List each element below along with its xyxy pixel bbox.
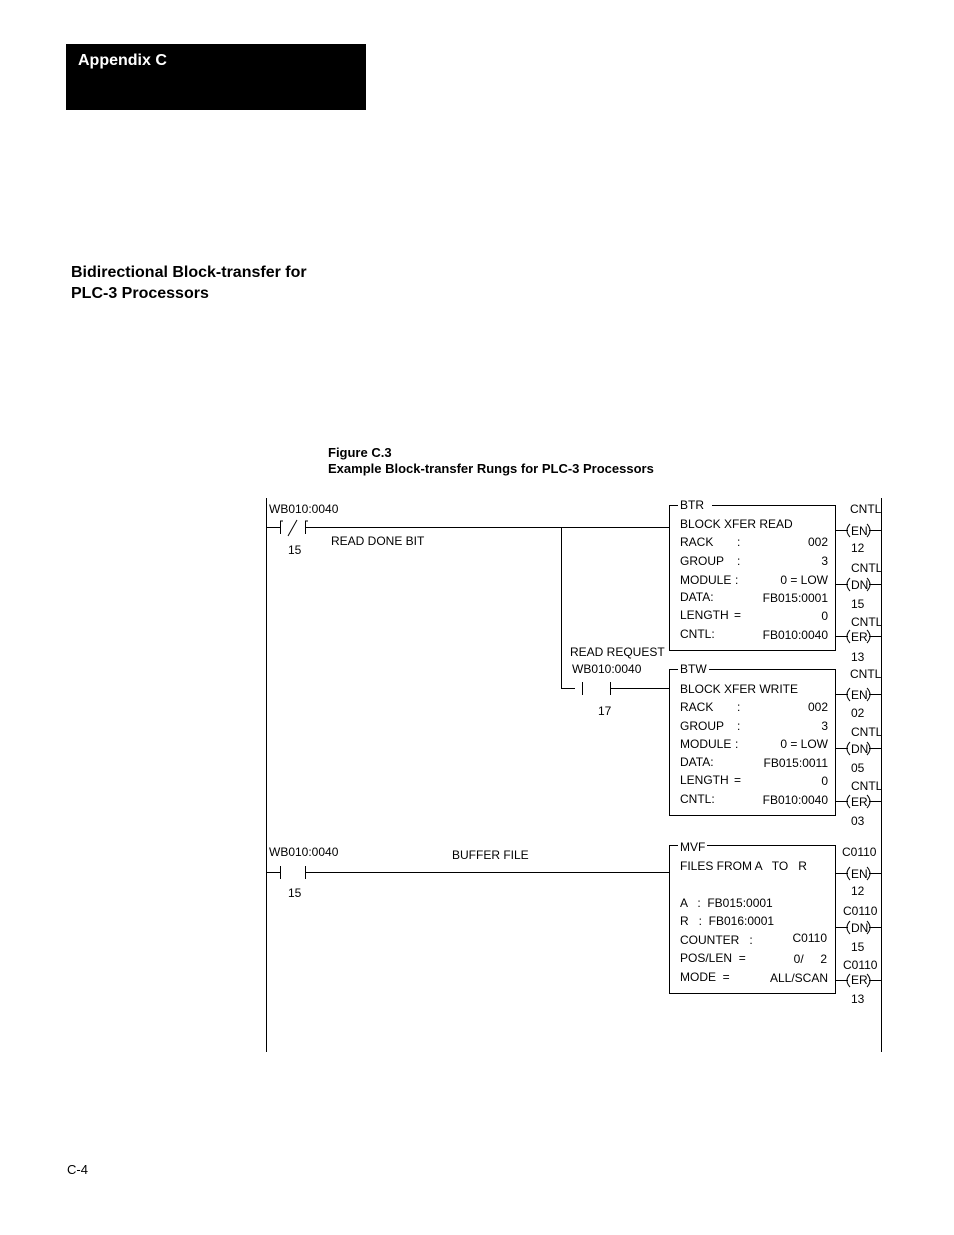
mvf-dn-bit: 15: [851, 940, 865, 954]
btw-er-bit: 03: [851, 814, 865, 828]
btr-dn-bit: 15: [851, 597, 865, 611]
read-request-contact: [583, 682, 611, 695]
mvf-poslen-value: 0/ 2: [793, 952, 827, 966]
mvf-counter-label: COUNTER :: [680, 933, 753, 947]
rung3-contact-bit: 15: [288, 886, 302, 900]
btr-group-label: GROUP: [680, 554, 725, 568]
btw-er-coil: ER: [851, 795, 868, 809]
btr-dn-tag: CNTL: [851, 561, 883, 575]
mvf-en-bit: 12: [851, 884, 865, 898]
btr-module-value: 0 = LOW: [780, 573, 828, 587]
mvf-mode-value: ALL/SCAN: [769, 971, 828, 985]
btr-rack-value: 002: [807, 535, 828, 549]
btw-block-title: BLOCK XFER WRITE: [680, 682, 799, 696]
btw-module-label: MODULE: [680, 737, 732, 751]
btr-module-colon: :: [735, 573, 739, 587]
btr-length-value: 0: [821, 609, 828, 623]
btw-rack-label: RACK: [680, 700, 714, 714]
mvf-dn-coil: DN: [851, 921, 869, 935]
btr-group-colon: :: [737, 554, 741, 568]
btw-module-colon: :: [735, 737, 739, 751]
mvf-en-tag: C0110: [842, 845, 877, 859]
rung2-contact-address: WB010:0040: [572, 662, 642, 676]
mvf-block-title: FILES FROM A TO R: [680, 859, 807, 873]
mvf-dn-tag: C0110: [843, 904, 878, 918]
btr-data-value: FB015:0001: [762, 591, 828, 605]
btr-length-label: LENGTH: [680, 608, 729, 622]
section-heading-line2: PLC-3 Processors: [71, 285, 209, 302]
rung3-contact-address: WB010:0040: [269, 845, 339, 859]
rung3-contact-label: BUFFER FILE: [452, 848, 529, 862]
btr-en-coil: EN: [851, 524, 868, 538]
mvf-er-bit: 13: [851, 992, 865, 1006]
btw-length-equals: =: [734, 773, 742, 787]
btw-dn-bit: 05: [851, 761, 865, 775]
rung1-contact-address: WB010:0040: [269, 502, 339, 516]
mvf-block-type: MVF: [680, 840, 706, 854]
chapter-title: Appendix C: [78, 52, 167, 69]
btw-length-label: LENGTH: [680, 773, 729, 787]
figure-number: Figure C.3: [328, 445, 392, 460]
btw-module-value: 0 = LOW: [780, 737, 828, 751]
buffer-file-contact: [266, 866, 306, 879]
btw-cntl-value: FB010:0040: [762, 793, 828, 807]
mvf-er-tag: C0110: [843, 958, 878, 972]
btw-data-value: FB015:0011: [763, 756, 828, 770]
btr-data-label: DATA:: [680, 590, 714, 604]
btr-er-coil: ER: [851, 630, 868, 644]
mvf-counter-value: C0110: [792, 931, 827, 945]
btr-cntl-value: FB010:0040: [762, 628, 828, 642]
btr-en-bit: 12: [851, 541, 865, 555]
btr-block-title: BLOCK XFER READ: [680, 517, 793, 531]
rung2-contact-bit: 17: [598, 704, 612, 718]
rung2-contact-label: READ REQUEST: [570, 645, 665, 659]
rung1-contact-bit: 15: [288, 543, 302, 557]
btw-length-value: 0: [821, 774, 828, 788]
read-done-contact: [266, 520, 308, 536]
btw-er-tag: CNTL: [851, 779, 883, 793]
btr-rack-label: RACK: [680, 535, 714, 549]
btw-group-colon: :: [737, 719, 741, 733]
btr-en-tag: CNTL: [850, 502, 882, 516]
btr-length-equals: =: [734, 608, 742, 622]
section-heading-line1: Bidirectional Block-transfer for: [71, 264, 307, 281]
btw-data-label: DATA:: [680, 755, 714, 769]
mvf-r-file: R : FB016:0001: [680, 914, 775, 928]
btr-group-value: 3: [821, 554, 828, 568]
btr-er-bit: 13: [851, 650, 865, 664]
mvf-er-coil: ER: [851, 973, 868, 987]
btw-block-type: BTW: [680, 662, 707, 676]
figure-title: Example Block-transfer Rungs for PLC-3 Processors: [328, 461, 654, 476]
btw-cntl-label: CNTL:: [680, 792, 715, 806]
page-number: C-4: [67, 1162, 88, 1177]
mvf-a-file: A : FB015:0001: [680, 896, 773, 910]
btr-module-label: MODULE: [680, 573, 732, 587]
btw-rack-colon: :: [737, 700, 741, 714]
btr-cntl-label: CNTL:: [680, 627, 715, 641]
btw-rack-value: 002: [807, 700, 828, 714]
btw-en-bit: 02: [851, 706, 865, 720]
mvf-poslen-label: POS/LEN =: [680, 951, 746, 965]
btr-er-tag: CNTL: [851, 615, 883, 629]
btw-en-coil: EN: [851, 688, 868, 702]
rung1-contact-label: READ DONE BIT: [331, 534, 425, 548]
mvf-mode-label: MODE =: [680, 970, 730, 984]
btw-group-label: GROUP: [680, 719, 725, 733]
btr-block-type: BTR: [680, 498, 704, 512]
btw-dn-coil: DN: [851, 742, 869, 756]
btw-group-value: 3: [821, 719, 828, 733]
btw-dn-tag: CNTL: [851, 725, 883, 739]
mvf-en-coil: EN: [851, 867, 868, 881]
btr-dn-coil: DN: [851, 578, 869, 592]
btr-rack-colon: :: [737, 535, 741, 549]
btw-en-tag: CNTL: [850, 667, 882, 681]
